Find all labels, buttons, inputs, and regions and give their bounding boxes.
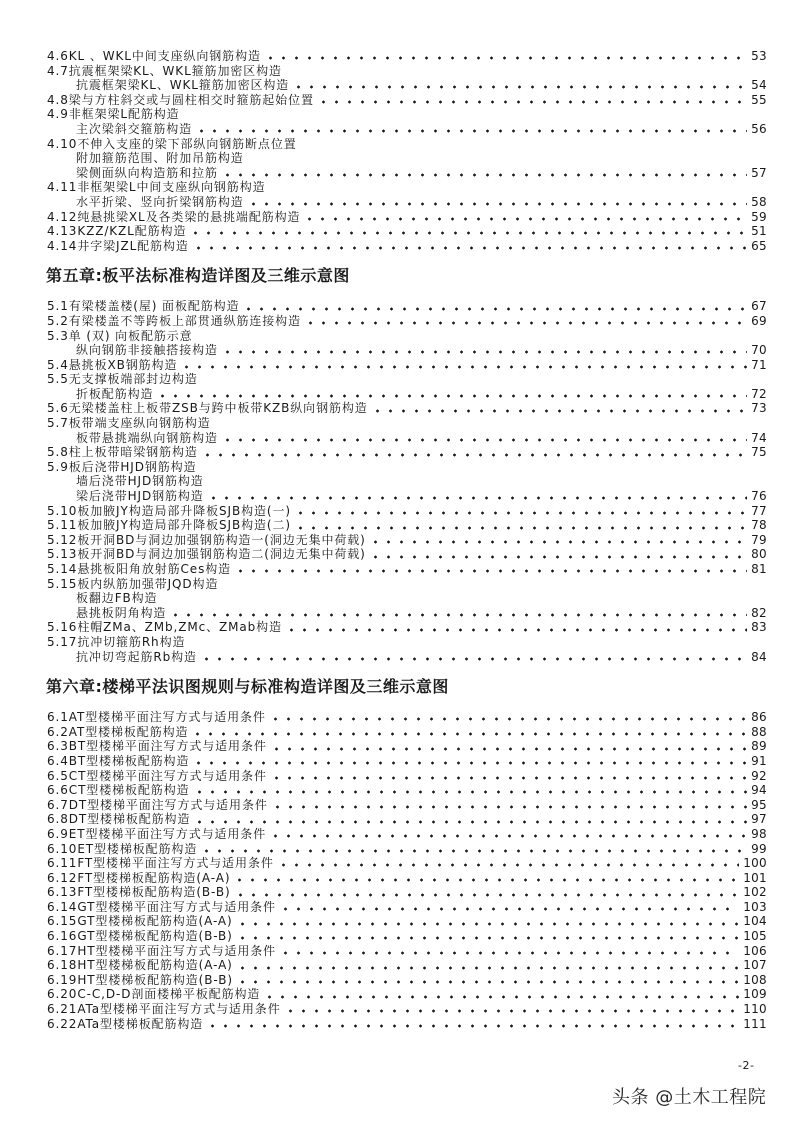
toc-page-number: 69 (751, 313, 767, 328)
toc-entry-title (47, 885, 767, 900)
watermark: 头条 @土木工程院 (612, 1087, 767, 1108)
toc-entry[interactable] (47, 769, 767, 784)
toc-entry[interactable] (47, 314, 767, 329)
toc-page-number: 82 (751, 605, 767, 620)
toc-entry[interactable] (47, 842, 767, 857)
dot-leader (285, 621, 747, 635)
toc-entry-title (47, 769, 767, 784)
toc-entry-subtitle (47, 151, 767, 166)
toc-entry[interactable] (47, 577, 767, 621)
toc-entry-title (47, 224, 767, 239)
toc-entry-label: 6.13FT型楼梯板配筋构造(B-B) (47, 885, 231, 900)
toc-entry-title (47, 107, 767, 122)
toc-page-number: 72 (751, 386, 767, 401)
toc-entry-label: 主次梁斜交箍筋构造 (76, 121, 193, 136)
toc-entry-title (47, 987, 767, 1002)
dot-leader (200, 650, 747, 664)
toc-entry-label: 5.8柱上板带暗梁钢筋构造 (47, 445, 198, 460)
toc-entry[interactable] (47, 900, 767, 915)
toc-entry[interactable] (47, 914, 767, 929)
toc-entry-label: 4.11非框架梁L中间支座纵向钢筋构造 (47, 180, 266, 195)
toc-entry[interactable] (47, 929, 767, 944)
toc-entry-label: 4.8梁与方柱斜交或与圆柱相交时箍筋起始位置 (47, 92, 314, 107)
toc-page-number: 80 (751, 547, 767, 562)
toc-page-number: 86 (751, 710, 767, 725)
toc-entry-title (47, 635, 767, 650)
toc-entry-label: 板翻边FB构造 (76, 591, 158, 606)
dot-leader (269, 710, 747, 724)
toc-entry-label: 纵向钢筋非接触搭接构造 (76, 343, 218, 358)
toc-entry[interactable] (47, 725, 767, 740)
toc-entry-label: 5.17抗冲切箍筋Rh构造 (47, 634, 186, 649)
toc-entry-label: 6.3BT型楼梯平面注写方式与适用条件 (47, 739, 267, 754)
toc-entry[interactable] (47, 987, 767, 1002)
toc-entry[interactable] (47, 137, 767, 181)
toc-entry-label: 4.14井字梁JZL配筋构造 (47, 238, 189, 253)
toc-page-number: 75 (751, 445, 767, 460)
toc-page-number: 111 (743, 1016, 767, 1031)
dot-leader (201, 446, 747, 460)
toc-entry[interactable] (47, 180, 767, 209)
toc-entry-subtitle (47, 343, 767, 358)
toc-entry-subtitle (47, 591, 767, 606)
dot-leader (236, 929, 739, 943)
dot-leader (191, 725, 747, 739)
toc-entry[interactable] (47, 401, 767, 416)
toc-entry-title (47, 900, 767, 915)
toc-entry-subtitle (47, 122, 767, 137)
toc-entry-label: 5.4悬挑板XB钢筋构造 (47, 357, 178, 372)
toc-entry-label: 悬挑板阴角构造 (76, 605, 167, 620)
toc-entry-title (47, 754, 767, 769)
toc-page-number: 57 (751, 165, 767, 180)
toc-page-number: 81 (751, 562, 767, 576)
toc-entry-subtitle (47, 489, 767, 504)
toc-entry-label: 4.6KL 、WKL中间支座纵向钢筋构造 (47, 49, 261, 63)
toc-page-number: 103 (743, 899, 767, 914)
dot-leader (294, 519, 747, 533)
toc-entry-label: 5.16柱帽ZMa、ZMb,ZMc、ZMab构造 (47, 620, 282, 635)
toc-entry-label: 6.15GT型楼梯板配筋构造(A-A) (47, 914, 233, 929)
toc-entry-label: 梁侧面纵向构造筋和拉筋 (76, 165, 218, 180)
toc-entry-label: 6.17HT型楼梯平面注写方式与适用条件 (47, 943, 277, 958)
toc-page-number: 106 (743, 943, 767, 958)
toc-entry-title (47, 504, 767, 519)
toc-entry-label: 6.21ATa型楼梯平面注写方式与适用条件 (47, 1002, 281, 1017)
toc-page-number: 104 (743, 914, 767, 929)
dot-leader (206, 1017, 739, 1031)
dot-leader (277, 856, 739, 870)
toc-page-number: 67 (751, 299, 767, 314)
toc-entry-label: 6.1AT型楼梯平面注写方式与适用条件 (47, 710, 266, 725)
table-of-contents (47, 49, 767, 1031)
chapter-heading: 第五章:板平法标准构造详图及三维示意图 (46, 266, 350, 286)
toc-entry[interactable] (47, 329, 767, 358)
toc-entry-label: 6.18HT型楼梯板配筋构造(A-A) (47, 958, 233, 973)
dot-leader (317, 93, 747, 107)
toc-entry-title (47, 620, 767, 635)
toc-page-number: 105 (743, 929, 767, 944)
toc-page-number: 70 (751, 343, 767, 358)
toc-entry-label: 4.10不伸入支座的梁下部纵向钢筋断点位置 (47, 136, 297, 151)
toc-page-number: 73 (751, 401, 767, 416)
toc-entry-label: 6.6CT型楼梯板配筋构造 (47, 783, 190, 798)
toc-entry-subtitle (47, 606, 767, 621)
toc-entry[interactable] (47, 562, 767, 577)
toc-entry-subtitle (47, 431, 767, 446)
toc-entry-title (47, 944, 767, 959)
dot-leader (234, 562, 747, 576)
toc-page-number: 107 (743, 958, 767, 973)
toc-entry[interactable] (47, 64, 767, 93)
toc-entry-title (47, 577, 767, 592)
toc-entry-title (47, 856, 767, 871)
dot-leader (192, 239, 747, 253)
toc-entry-label: 梁后浇带HJD钢筋构造 (76, 489, 204, 504)
toc-entry-title (47, 329, 767, 344)
toc-entry-subtitle (47, 474, 767, 489)
toc-page-number: 65 (751, 238, 767, 253)
dot-leader (236, 915, 740, 929)
toc-entry-label: 6.11FT型楼梯平面注写方式与适用条件 (47, 856, 274, 871)
toc-entry[interactable] (47, 210, 767, 225)
dot-leader (292, 78, 747, 92)
toc-page-number: 84 (751, 649, 767, 664)
toc-entry[interactable] (47, 445, 767, 460)
toc-page-number: 59 (751, 209, 767, 224)
dot-leader (371, 402, 747, 416)
toc-page-number: 92 (751, 768, 767, 783)
toc-entry-label: 4.9非框架梁L配筋构造 (47, 107, 180, 122)
toc-page-number: 94 (751, 783, 767, 798)
toc-entry-title (47, 518, 767, 533)
toc-entry-label: 5.2有梁楼盖不等跨板上部贯通纵筋连接构造 (47, 313, 301, 328)
toc-entry[interactable] (47, 635, 767, 664)
toc-entry[interactable] (47, 798, 767, 813)
toc-entry-label: 5.9板后浇带HJD钢筋构造 (47, 459, 197, 474)
toc-entry-subtitle (47, 78, 767, 93)
toc-entry[interactable] (47, 827, 767, 842)
toc-entry-title (47, 783, 767, 798)
dot-leader (193, 813, 747, 827)
toc-page-number: 58 (751, 194, 767, 209)
dot-leader (269, 827, 747, 841)
toc-entry-label: 5.10板加腋JY构造局部升降板SJB构造(一) (47, 503, 291, 518)
toc-entry-label: 5.15板内纵筋加强带JQD构造 (47, 576, 219, 591)
toc-page-number: 97 (751, 812, 767, 827)
toc-entry-label: 抗震框架梁KL、WKL箍筋加密区构造 (76, 78, 290, 93)
dot-leader (304, 314, 747, 328)
toc-entry[interactable] (47, 885, 767, 900)
toc-page-number: 56 (751, 121, 767, 136)
toc-entry-label: 4.13KZZ/KZL配筋构造 (47, 224, 187, 239)
toc-entry-title (47, 914, 767, 929)
toc-entry-label: 6.20C-C,D-D剖面楼梯平板配筋构造 (47, 987, 261, 1002)
toc-entry-label: 附加箍筋范围、附加吊筋构造 (76, 151, 244, 166)
toc-entry-subtitle (47, 387, 767, 402)
toc-entry[interactable] (47, 93, 767, 108)
toc-entry-title (47, 180, 767, 195)
toc-page-number: 109 (743, 987, 767, 1002)
toc-entry-title (47, 958, 767, 973)
toc-entry-label: 4.7抗震框架梁KL、WKL箍筋加密区构造 (47, 63, 282, 78)
toc-page-number: 79 (751, 532, 767, 547)
toc-entry-title (47, 827, 767, 842)
toc-entry-title (47, 739, 767, 754)
toc-entry[interactable] (47, 358, 767, 373)
toc-page-number: 53 (751, 49, 767, 63)
toc-entry[interactable] (47, 856, 767, 871)
toc-entry[interactable] (47, 783, 767, 798)
toc-entry[interactable] (47, 518, 767, 533)
toc-entry-title (47, 93, 767, 108)
toc-entry-title (47, 871, 767, 886)
toc-entry[interactable] (47, 460, 767, 504)
dot-leader (247, 195, 747, 209)
toc-entry[interactable] (47, 1017, 767, 1032)
toc-entry-title (47, 973, 767, 988)
dot-leader (242, 300, 747, 314)
toc-entry-title (47, 929, 767, 944)
toc-entry-label: 折板配筋构造 (76, 386, 154, 401)
toc-entry-label: 6.14GT型楼梯平面注写方式与适用条件 (47, 899, 276, 914)
toc-entry-title (47, 137, 767, 152)
dot-leader (221, 166, 747, 180)
toc-entry[interactable] (47, 299, 767, 314)
toc-entry-label: 5.6无梁楼盖柱上板带ZSB与跨中板带KZB纵向钢筋构造 (47, 401, 368, 416)
dot-leader (369, 533, 747, 547)
toc-entry-title (47, 1002, 767, 1017)
toc-entry-title (47, 812, 767, 827)
dot-leader (193, 783, 748, 797)
dot-leader (263, 988, 739, 1002)
toc-entry[interactable] (47, 107, 767, 136)
toc-entry-title (47, 358, 767, 373)
dot-leader (195, 122, 747, 136)
toc-entry-label: 板带悬挑端纵向钢筋构造 (76, 430, 218, 445)
toc-page-number: 95 (751, 797, 767, 812)
dot-leader (279, 900, 739, 914)
toc-entry-label: 5.14悬挑板阳角放射筋Ces构造 (47, 562, 232, 576)
toc-page-number: 83 (751, 620, 767, 635)
toc-entry[interactable] (47, 620, 767, 635)
toc-entry-subtitle (47, 166, 767, 181)
dot-leader (294, 504, 747, 518)
toc-entry[interactable] (47, 754, 767, 769)
toc-entry-title (47, 798, 767, 813)
toc-entry-title (47, 372, 767, 387)
toc-page-number: 88 (751, 724, 767, 739)
toc-entry-label: 5.11板加腋JY构造局部升降板SJB构造(二) (47, 518, 291, 533)
toc-entry[interactable] (47, 372, 767, 401)
toc-entry[interactable] (47, 547, 767, 562)
toc-entry-label: 5.7板带端支座纵向钢筋构造 (47, 416, 211, 431)
toc-page-number: 78 (751, 518, 767, 533)
toc-entry-label: 6.4BT型楼梯板配筋构造 (47, 753, 190, 768)
toc-entry-label: 5.3单 (双) 向板配筋示意 (47, 328, 193, 343)
toc-entry-label: 6.12FT型楼梯板配筋构造(A-A) (47, 870, 231, 885)
toc-entry-title (47, 416, 767, 431)
dot-leader (236, 973, 739, 987)
dot-leader (234, 886, 740, 900)
toc-entry[interactable] (47, 416, 767, 445)
toc-entry-label: 5.5无支撑板端部封边构造 (47, 372, 198, 387)
toc-entry-label: 5.12板开洞BD与洞边加强钢筋构造一(洞边无集中荷载) (47, 532, 366, 547)
dot-leader (207, 489, 747, 503)
toc-entry-label: 6.10ET型楼梯板配筋构造 (47, 841, 198, 856)
toc-entry-label: 4.12纯悬挑梁XL及各类梁的悬挑端配筋构造 (47, 209, 301, 224)
toc-entry-label: 水平折梁、竖向折梁钢筋构造 (76, 194, 244, 209)
toc-entry-label: 5.1有梁楼盖楼(屋) 面板配筋构造 (47, 299, 240, 314)
toc-entry[interactable] (47, 533, 767, 548)
toc-entry[interactable] (47, 812, 767, 827)
dot-leader (236, 959, 739, 973)
toc-entry-label: 6.9ET型楼梯平面注写方式与适用条件 (47, 826, 267, 841)
toc-page-number: 98 (751, 826, 767, 841)
toc-page-number: 100 (743, 856, 767, 871)
toc-entry-title (47, 562, 767, 577)
toc-entry[interactable] (47, 239, 767, 254)
page-number: -2- (738, 1059, 755, 1072)
toc-entry[interactable] (47, 49, 767, 64)
toc-entry-title (47, 1017, 767, 1032)
dot-leader (279, 944, 739, 958)
toc-page-number: 77 (751, 503, 767, 518)
toc-page-number: 91 (751, 753, 767, 768)
toc-entry-label: 6.8DT型楼梯板配筋构造 (47, 812, 191, 827)
dot-leader (233, 871, 739, 885)
toc-page-number: 51 (751, 224, 767, 239)
dot-leader (270, 769, 747, 783)
dot-leader (284, 1002, 740, 1016)
toc-entry[interactable] (47, 739, 767, 754)
dot-leader (303, 210, 747, 224)
toc-entry[interactable] (47, 973, 767, 988)
toc-page-number: 55 (751, 92, 767, 107)
toc-entry[interactable] (47, 504, 767, 519)
toc-page-number: 74 (751, 430, 767, 445)
toc-entry-label: 抗冲切弯起筋Rb构造 (76, 649, 197, 664)
dot-leader (156, 387, 747, 401)
toc-page-number: 101 (743, 870, 767, 885)
toc-page-number: 89 (751, 739, 767, 754)
toc-entry-title (47, 49, 767, 64)
toc-entry-title (47, 710, 767, 725)
dot-leader (264, 49, 747, 63)
dot-leader (189, 224, 747, 238)
toc-entry-title (47, 314, 767, 329)
toc-page-number: 99 (751, 841, 767, 856)
toc-entry-label: 6.16GT型楼梯板配筋构造(B-B) (47, 929, 233, 944)
toc-entry-title (47, 239, 767, 254)
toc-page-number: 76 (751, 489, 767, 504)
dot-leader (271, 798, 747, 812)
toc-entry[interactable] (47, 871, 767, 886)
toc-page-number: 102 (743, 885, 767, 900)
dot-leader (200, 842, 747, 856)
toc-entry-title (47, 210, 767, 225)
toc-entry-title (47, 445, 767, 460)
toc-entry-title (47, 64, 767, 79)
dot-leader (369, 548, 747, 562)
toc-entry-label: 6.7DT型楼梯平面注写方式与适用条件 (47, 797, 268, 812)
toc-page-number: 110 (743, 1002, 767, 1017)
toc-entry-title (47, 299, 767, 314)
dot-leader (169, 606, 747, 620)
dot-leader (221, 343, 747, 357)
chapter-heading: 第六章:楼梯平法识图规则与标准构造详图及三维示意图 (46, 677, 449, 697)
toc-entry-label: 6.5CT型楼梯平面注写方式与适用条件 (47, 768, 267, 783)
toc-entry-subtitle (47, 195, 767, 210)
toc-entry-title (47, 842, 767, 857)
toc-entry-label: 墙后浇带HJD钢筋构造 (76, 474, 204, 489)
dot-leader (270, 740, 747, 754)
toc-page-number: 71 (751, 357, 767, 372)
toc-page-number: 54 (751, 78, 767, 93)
toc-entry-title (47, 533, 767, 548)
toc-entry[interactable] (47, 1002, 767, 1017)
dot-leader (192, 754, 747, 768)
toc-entry-title (47, 547, 767, 562)
dot-leader (180, 358, 747, 372)
toc-page-number: 108 (743, 972, 767, 987)
toc-entry-label: 6.2AT型楼梯板配筋构造 (47, 724, 189, 739)
dot-leader (221, 431, 747, 445)
toc-entry[interactable] (47, 944, 767, 959)
toc-entry[interactable] (47, 224, 767, 239)
toc-entry[interactable] (47, 710, 767, 725)
toc-entry-label: 6.22ATa型楼梯板配筋构造 (47, 1016, 204, 1031)
toc-entry-title (47, 460, 767, 475)
toc-entry-label: 6.19HT型楼梯板配筋构造(B-B) (47, 972, 233, 987)
toc-entry[interactable] (47, 958, 767, 973)
toc-entry-title (47, 725, 767, 740)
toc-entry-label: 5.13板开洞BD与洞边加强钢筋构造二(洞边无集中荷载) (47, 547, 366, 562)
toc-entry-title (47, 401, 767, 416)
toc-entry-subtitle (47, 650, 767, 665)
